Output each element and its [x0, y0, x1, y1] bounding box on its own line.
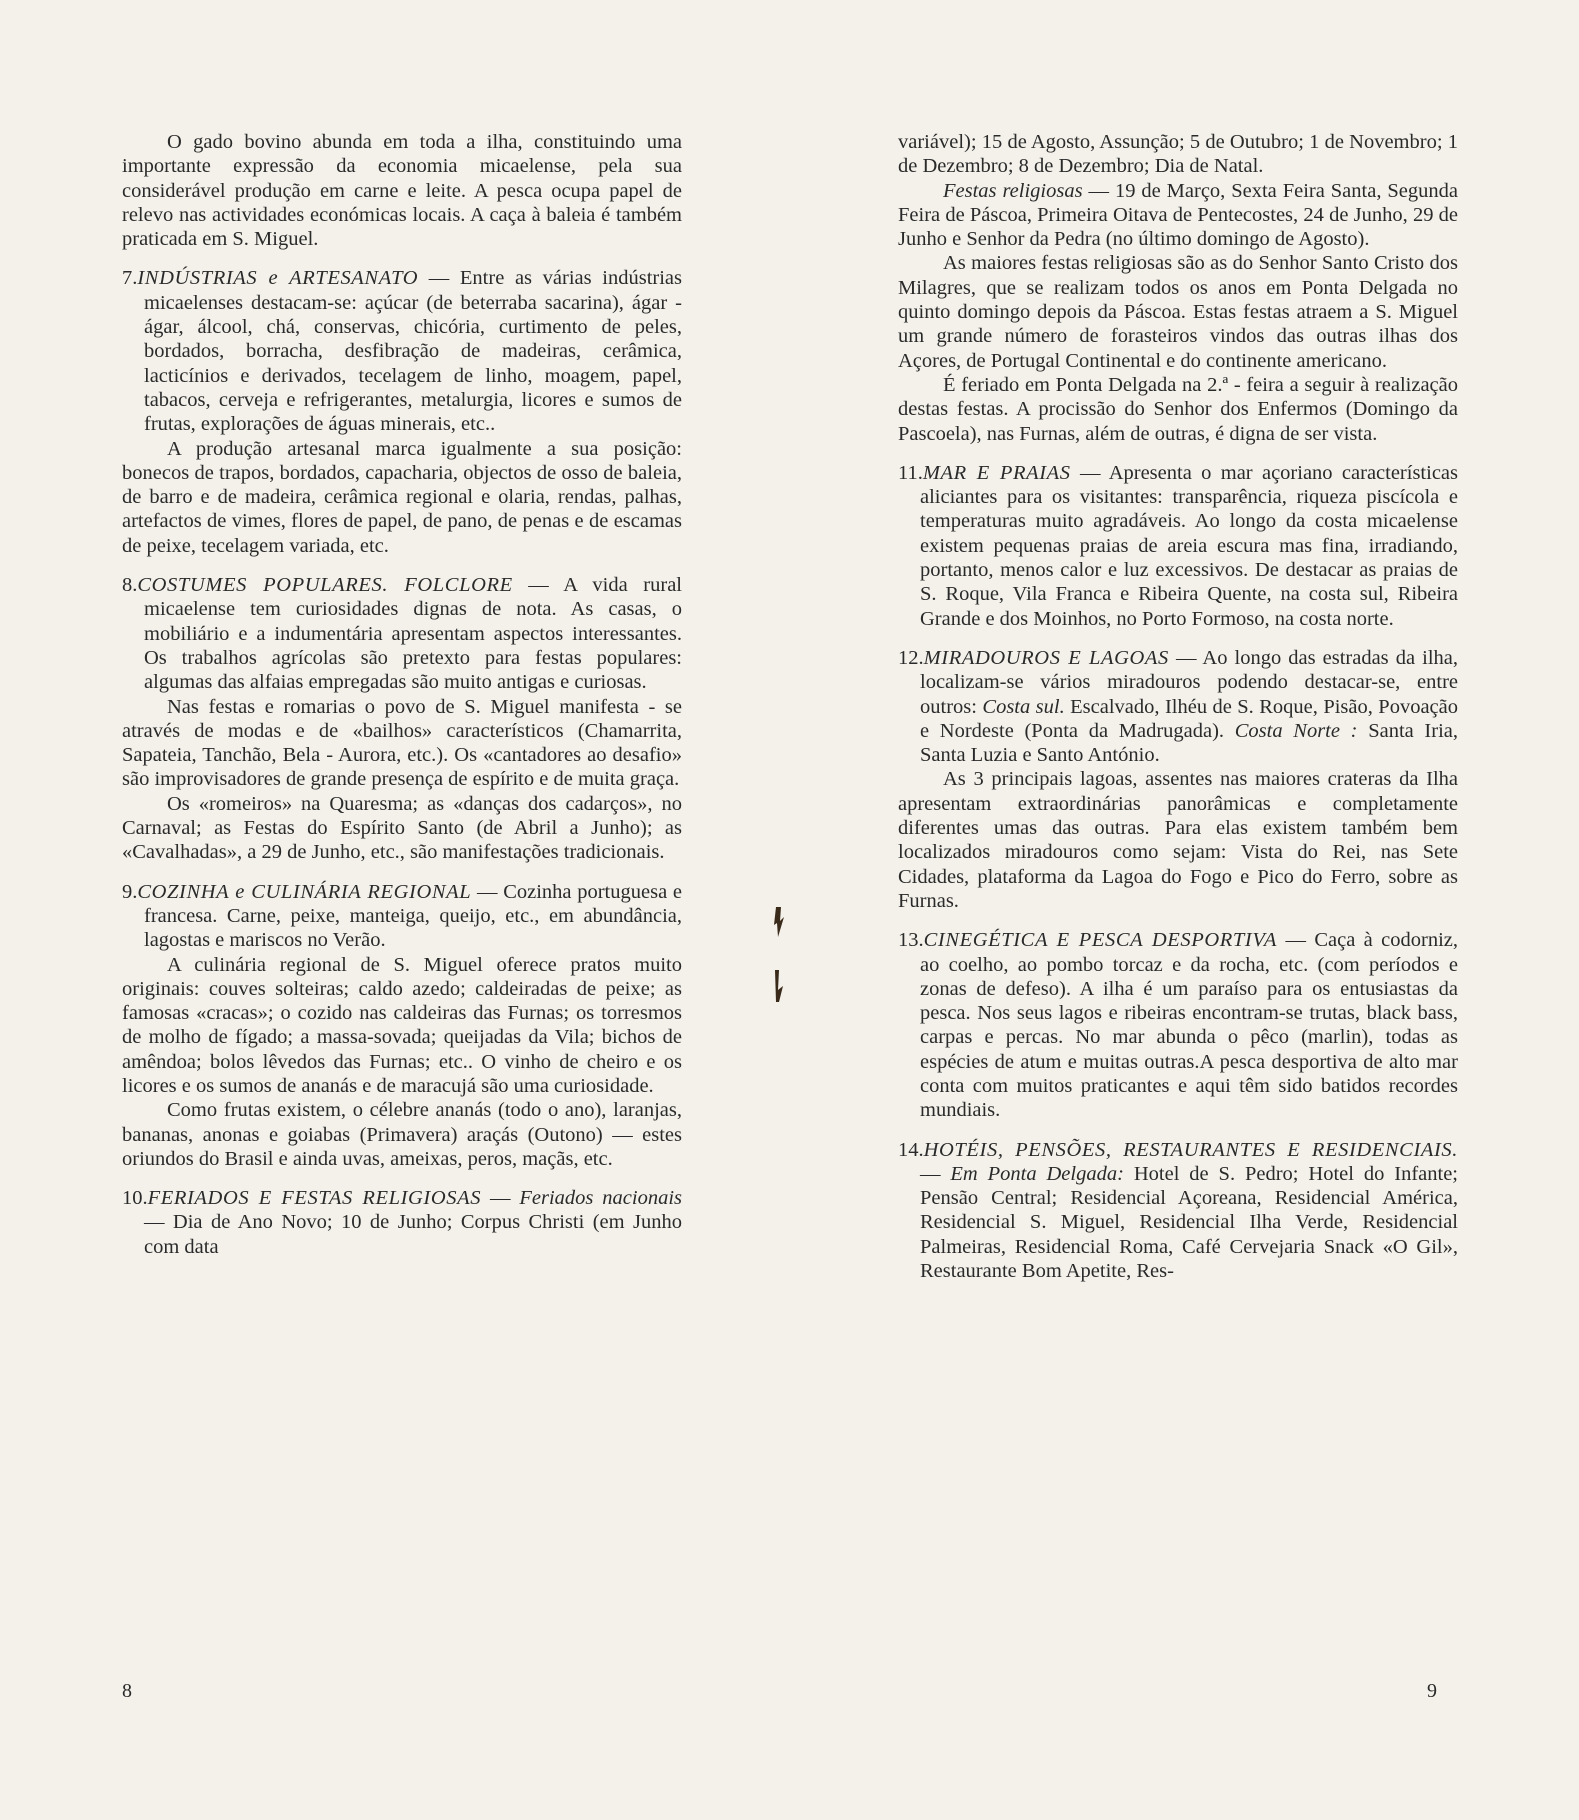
section-text: — Cozinha portuguesa e francesa. Carne, peixe, manteiga, queijo, etc., em abundância, lagostas e mariscos no Verão.: [144, 880, 682, 952]
subheading: Costa Norte :: [1234, 719, 1358, 742]
section-number: 11.: [898, 461, 923, 484]
subheading: Costa sul.: [982, 695, 1065, 718]
binding-mark: [772, 905, 786, 946]
right-page-text: [898, 130, 1458, 1283]
dash: —: [481, 1187, 520, 1210]
section-title: MIRADOUROS E LAGOAS: [923, 646, 1169, 669]
paragraph: Os «romeiros» na Quaresma; as «danças dos cadarços», no Carnaval; as Festas do Espírito Santo (de Abril a Junho); as «Cavalhadas», a 29 de Junho, etc., são manifestações tradicionais.: [122, 792, 682, 864]
dash: —: [920, 1162, 951, 1185]
section-text: — Apresenta o mar açoriano características aliciantes para os visitantes: transparência, riqueza piscícola e temperaturas muito agradáveis. Ao longo da costa micaelense existem pequenas praias de areia escura mas fina, irradiando, portanto, menos calor e luz excessivos. De destacar as praias de S. Roque, Vila Franca e Ribeira Quente, na costa sul, Ribeira Grande e dos Moinhos, no Porto Formoso, na costa norte.: [920, 461, 1458, 630]
section-13: [898, 928, 1458, 1122]
subheading: Festas religiosas: [943, 179, 1083, 202]
paragraph: As 3 principais lagoas, assentes nas maiores crateras da Ilha apresentam extraordinárias panorâmicas e completamente diferentes umas das outras. Para elas existem também bem localizados miradouros como sejam: Vista do Rei, nas Sete Cidades, plataforma da Lagoa do Fogo e Pico do Ferro, sobre as Furnas.: [898, 768, 1458, 912]
paragraph: variável); 15 de Agosto, Assunção; 5 de Outubro; 1 de Novembro; 1 de Dezembro; 8 de Dezembro; Dia de Natal.: [898, 131, 1458, 178]
binding-mark: [772, 968, 786, 1011]
section-number: 8.: [122, 574, 138, 597]
section-text: — Ao longo das estradas da ilha, localizam-se vários miradouros podendo destacar-se, entre outros:: [920, 646, 1458, 718]
page-number-right: 9: [1427, 1680, 1437, 1702]
paragraph: As maiores festas religiosas são as do Senhor Santo Cristo dos Milagres, que se realizam todos os anos em Ponta Delgada no quinto domingo depois da Páscoa. Estas festas atraem a S. Miguel um grande número de forasteiros vindos das outras ilhas dos Açores, de Portugal Continental e do continente americano.: [898, 252, 1458, 372]
section-text: — A vida rural micaelense tem curiosidades dignas de nota. As casas, o mobiliário e a indumentária apresentam aspectos interessantes. Os trabalhos agrícolas são pretexto para festas populares: algumas das alfaias empregadas são muito antigas e curiosas.: [144, 574, 682, 694]
section-title: MAR E PRAIAS: [922, 461, 1071, 484]
section-text: — Entre as várias indústrias micaelenses destacam-se: açúcar (de beterraba sacarina), ágar - ágar, álcool, chá, conservas, chicória, curtimento de peles, bordados, borracha, desfibração de madeiras, cerâmica, lacticínios e derivados, tecelagem de linho, moagem, papel, tabacos, cerveja e refrigerantes, metalurgia, licores e sumos de frutas, explorações de águas minerais, etc..: [144, 267, 683, 436]
section-14: [898, 1138, 1458, 1284]
section-title: INDÚSTRIAS e ARTESANATO: [137, 267, 419, 290]
paragraph: A produção artesanal marca igualmente a sua posição: bonecos de trapos, bordados, capacharia, objectos de osso de baleia, de barro e de madeira, cerâmica regional e olaria, rendas, palhas, artefactos de vimes, flores de papel, de pano, de penas e de escamas de peixe, tecelagem variada, etc.: [122, 437, 682, 557]
section-text: — Dia de Ano Novo; 10 de Junho; Corpus Christi (em Junho com data: [144, 1211, 682, 1258]
section-title: COZINHA e CULINÁRIA REGIONAL: [137, 880, 472, 903]
section-subtitle: Em Ponta Delgada:: [950, 1162, 1124, 1185]
section-12: [898, 646, 1458, 767]
section-11: [898, 461, 1458, 631]
paragraph: O gado bovino abunda em toda a ilha, constituindo uma importante expressão da economia micaelense, pela sua considerável produção em carne e leite. A pesca ocupa papel de relevo nas actividades económicas locais. A caça à baleia é também praticada em S. Miguel.: [122, 131, 682, 251]
section-number: 9.: [122, 880, 138, 903]
section-text: Santa Iria, Santa Luzia e Santo António.: [920, 719, 1458, 767]
section-9: [122, 880, 682, 953]
section-8: [122, 573, 682, 694]
section-text: Escalvado, Ilhéu de S. Roque, Pisão, Povoação e Nordeste (Ponta da Madrugada).: [920, 695, 1458, 742]
paragraph: É feriado em Ponta Delgada na 2.ª - feira a seguir à realização destas festas. A procissão do Senhor dos Enfermos (Domingo da Pascoela), nas Furnas, além de outras, é digna de ser vista.: [898, 373, 1458, 445]
section-title: COSTUMES POPULARES. FOLCLORE: [137, 574, 513, 597]
section-10: [122, 1186, 682, 1259]
paragraph: Como frutas existem, o célebre ananás (todo o ano), laranjas, bananas, anonas e goiabas (Primavera) araçás (Outono) — estes oriundos do Brasil e ainda uvas, ameixas, peros, maçãs, etc.: [122, 1099, 682, 1170]
section-number: 7.: [122, 267, 138, 290]
section-7: [122, 266, 683, 436]
section-number: 14.: [898, 1138, 924, 1161]
section-title: HOTÉIS, PENSÕES, RESTAURANTES E RESIDENCIAIS.: [923, 1138, 1458, 1161]
section-text: — Caça à codorniz, ao coelho, ao pombo torcaz e da rocha, etc. (com períodos e zonas de defeso). A ilha é um paraíso para os entusiastas da pesca. Nos seus lagos e ribeiras encontram-se trutas, black bass, carpas e percas. No mar abunda o pêco (marlin), todas as espécies de atum e muitas outras.A pesca desportiva de alto mar conta com muitos praticantes e aqui têm sido batidos recordes mundiais.: [920, 929, 1458, 1122]
section-title: CINEGÉTICA E PESCA DESPORTIVA: [923, 929, 1278, 952]
left-page-text: [122, 130, 682, 1259]
section-number: 12.: [898, 646, 924, 669]
paragraph: A culinária regional de S. Miguel oferece pratos muito originais: couves solteiras; caldo azedo; caldeiradas de peixe; as famosas «cracas»; o cozido nas caldeiras das Furnas; os torresmos de molho de fígado; a massa-sovada; queijadas da Vila; bichos de amêndoa; bolos lêvedos das Furnas; etc.. O vinho de cheiro e os licores e os sumos de ananás e de maracujá são uma curiosidade.: [122, 953, 682, 1097]
paragraph: Nas festas e romarias o povo de S. Miguel manifesta - se através de modas e de «bailhos» característicos (Chamarrita, Sapateia, Tanchão, Bela - Aurora, etc.). Os «cantadores ao desafio» são improvisadores de grande presença de espírito e de muita graça.: [122, 695, 682, 791]
section-subtitle: Feriados nacionais: [519, 1187, 682, 1210]
section-text: Hotel de S. Pedro; Hotel do Infante; Pensão Central; Residencial Açoreana, Residencial América, Residencial S. Miguel, Residencial Ilha Verde, Residencial Palmeiras, Residencial Roma, Café Cervejaria Snack «O Gil», Restaurante Bom Apetite, Res-: [920, 1162, 1458, 1283]
section-title: FERIADOS E FESTAS RELIGIOSAS: [147, 1187, 482, 1210]
paragraph-text: — 19 de Março, Sexta Feira Santa, Segunda Feira de Páscoa, Primeira Oitava de Pentecostes, 24 de Junho, 29 de Junho e Senhor da Pedra (no último domingo de Agosto).: [898, 179, 1458, 251]
section-number: 13.: [898, 929, 924, 952]
page-number-left: 8: [122, 1680, 132, 1702]
section-number: 10.: [122, 1187, 148, 1210]
paragraph: [898, 179, 1458, 252]
